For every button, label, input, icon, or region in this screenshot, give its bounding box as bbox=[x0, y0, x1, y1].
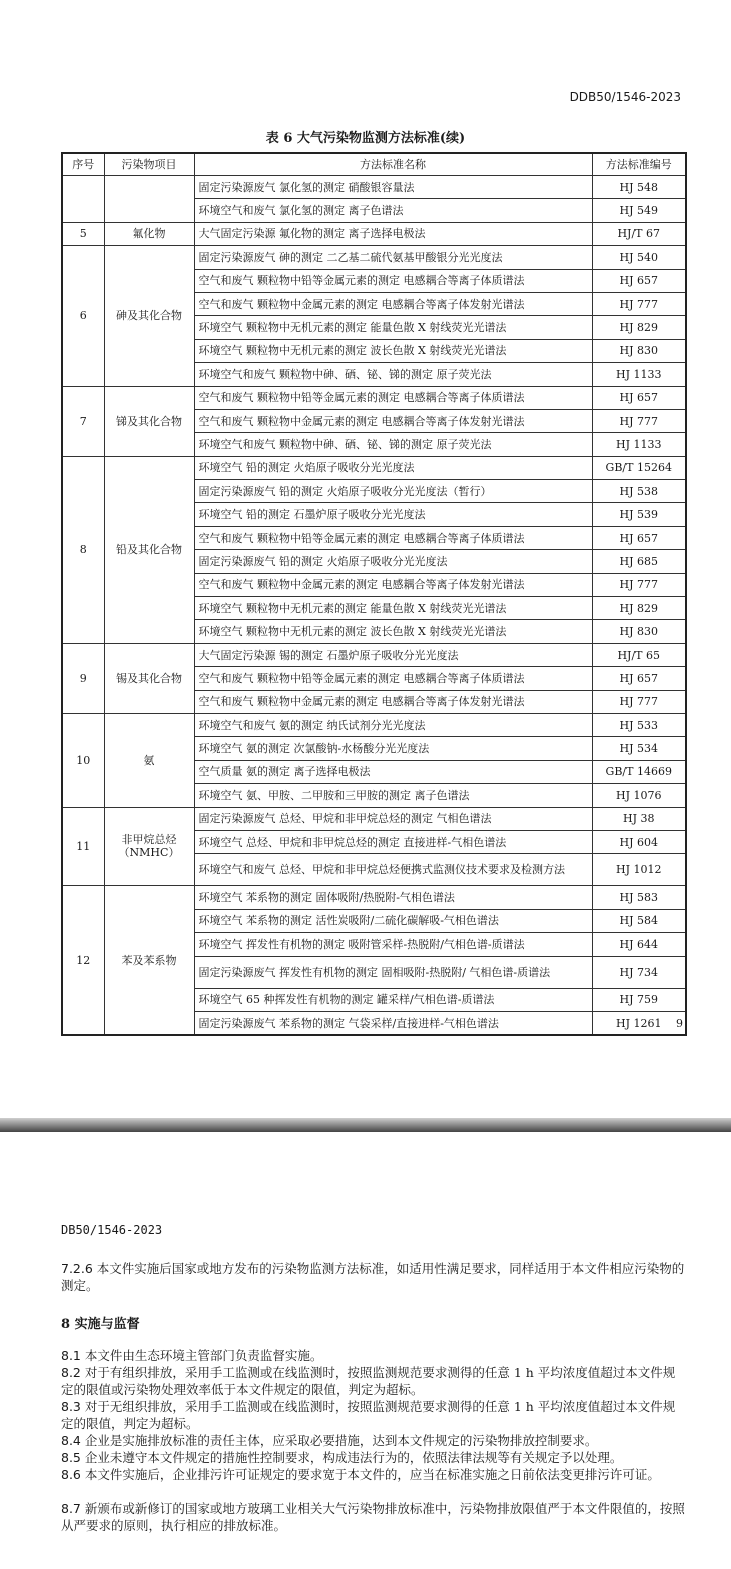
cell-method: 环境空气和废气 总烃、甲烷和非甲烷总烃便携式监测仪技术要求及检测方法 bbox=[194, 854, 592, 886]
cell-standard: HJ 584 bbox=[592, 909, 686, 932]
cell-method: 大气固定污染源 氟化物的测定 离子选择电极法 bbox=[194, 222, 592, 245]
cell-method: 环境空气 铅的测定 火焰原子吸收分光光度法 bbox=[194, 456, 592, 479]
cell-standard: HJ 830 bbox=[592, 339, 686, 362]
cell-pollutant: 锡及其化合物 bbox=[104, 643, 194, 713]
cell-method: 环境空气 颗粒物中无机元素的测定 波长色散 X 射线荧光光谱法 bbox=[194, 339, 592, 362]
cell-method: 固定污染源废气 铅的测定 火焰原子吸收分光光度法 bbox=[194, 550, 592, 573]
cell-standard: HJ 548 bbox=[592, 176, 686, 199]
clause-text: 企业是实施排放标准的责任主体，应采取必要措施，达到本文件规定的污染物排放控制要求。 bbox=[84, 1433, 598, 1448]
cell-seq: 11 bbox=[62, 807, 104, 886]
clause-8-3 bbox=[61, 1398, 686, 1432]
cell-method: 固定污染源废气 氯化氢的测定 硝酸银容量法 bbox=[194, 176, 592, 199]
cell-standard: HJ 540 bbox=[592, 246, 686, 269]
cell-pollutant: 铅及其化合物 bbox=[104, 456, 194, 643]
cell-method: 空气和废气 颗粒物中铅等金属元素的测定 电感耦合等离子体质谱法 bbox=[194, 269, 592, 292]
cell-standard: HJ/T 67 bbox=[592, 222, 686, 245]
cell-standard: HJ 657 bbox=[592, 667, 686, 690]
clause-number: 8.4 bbox=[61, 1433, 81, 1448]
clause-text: 本文件实施后国家或地方发布的污染物监测方法标准，如适用性满足要求，同样适用于本文件相应污染物的测定。 bbox=[61, 1261, 685, 1293]
cell-method: 环境空气 氨、甲胺、二甲胺和三甲胺的测定 离子色谱法 bbox=[194, 784, 592, 807]
cell-standard: HJ 38 bbox=[592, 807, 686, 830]
cell-method: 环境空气 苯系物的测定 活性炭吸附/二硫化碳解吸-气相色谱法 bbox=[194, 909, 592, 932]
cell-standard: HJ 777 bbox=[592, 409, 686, 432]
cell-seq: 9 bbox=[62, 643, 104, 713]
cell-standard: HJ 734 bbox=[592, 956, 686, 988]
cell-method: 环境空气和废气 颗粒物中砷、硒、铋、锑的测定 原子荧光法 bbox=[194, 433, 592, 456]
cell-standard: HJ 1261 bbox=[592, 1011, 686, 1035]
document-code: DDB50/1546-2023 bbox=[569, 90, 681, 104]
cell-standard: HJ 777 bbox=[592, 573, 686, 596]
table-body bbox=[62, 176, 686, 1036]
clause-text: 新颁布或新修订的国家或地方玻璃工业相关大气污染物排放标准中，污染物排放限值严于本文件限值的，按照从严要求的原则，执行相应的排放标准。 bbox=[61, 1501, 685, 1533]
table-row bbox=[62, 246, 686, 269]
cell-standard: HJ 657 bbox=[592, 269, 686, 292]
cell-method: 空气和废气 颗粒物中铅等金属元素的测定 电感耦合等离子体质谱法 bbox=[194, 386, 592, 409]
monitoring-methods-table bbox=[61, 152, 687, 1036]
clause-number: 7.2.6 bbox=[61, 1261, 93, 1276]
clause-number: 8.6 bbox=[61, 1467, 81, 1482]
cell-method: 环境空气 颗粒物中无机元素的测定 能量色散 X 射线荧光光谱法 bbox=[194, 316, 592, 339]
clause-text: 企业未遵守本文件规定的措施性控制要求，构成违法行为的，依照法律法规等有关规定予以处理。 bbox=[84, 1450, 623, 1465]
cell-method: 固定污染源废气 苯系物的测定 气袋采样/直接进样-气相色谱法 bbox=[194, 1011, 592, 1035]
cell-standard: HJ 829 bbox=[592, 316, 686, 339]
cell-method: 环境空气和废气 颗粒物中砷、硒、铋、锑的测定 原子荧光法 bbox=[194, 363, 592, 386]
cell-standard: HJ 1076 bbox=[592, 784, 686, 807]
cell-standard: HJ 1012 bbox=[592, 854, 686, 886]
table-row bbox=[62, 386, 686, 409]
cell-standard: HJ 604 bbox=[592, 830, 686, 853]
clause-8-1 bbox=[61, 1347, 686, 1364]
cell-method: 固定污染源废气 总烃、甲烷和非甲烷总烃的测定 气相色谱法 bbox=[194, 807, 592, 830]
cell-standard: HJ 644 bbox=[592, 933, 686, 956]
cell-method: 空气和废气 颗粒物中金属元素的测定 电感耦合等离子体发射光谱法 bbox=[194, 690, 592, 713]
cell-method: 环境空气 苯系物的测定 固体吸附/热脱附-气相色谱法 bbox=[194, 886, 592, 909]
cell-method: 空气质量 氨的测定 离子选择电极法 bbox=[194, 760, 592, 783]
cell-seq: 12 bbox=[62, 886, 104, 1035]
section-8-title: 8 实施与监督 bbox=[61, 1317, 140, 1332]
cell-standard: HJ 539 bbox=[592, 503, 686, 526]
cell-pollutant: 氨 bbox=[104, 713, 194, 807]
cell-method: 环境空气 铅的测定 石墨炉原子吸收分光光度法 bbox=[194, 503, 592, 526]
cell-method: 环境空气和废气 氨的测定 纳氏试剂分光光度法 bbox=[194, 713, 592, 736]
cell-seq: 5 bbox=[62, 222, 104, 245]
clause-text: 本文件由生态环境主管部门负责监督实施。 bbox=[84, 1348, 323, 1363]
clause-7-2-6 bbox=[61, 1260, 686, 1294]
clause-8-4 bbox=[61, 1432, 686, 1449]
table-row bbox=[62, 713, 686, 736]
cell-standard: HJ 777 bbox=[592, 292, 686, 315]
cell-method: 环境空气 总烃、甲烷和非甲烷总烃的测定 直接进样-气相色谱法 bbox=[194, 830, 592, 853]
table-title: 表 6 大气污染物监测方法标准(续) bbox=[265, 131, 466, 146]
clause-8-6 bbox=[61, 1466, 686, 1483]
clause-text: 对于有组织排放，采用手工监测或在线监测时，按照监测规范要求测得的任意 1 h 平均浓度值超过本文件规定的限值或污染物处理效率低于本文件规定的限值，判定为超标。 bbox=[61, 1365, 676, 1397]
cell-method: 大气固定污染源 锡的测定 石墨炉原子吸收分光光度法 bbox=[194, 643, 592, 666]
cell-method: 空气和废气 颗粒物中金属元素的测定 电感耦合等离子体发射光谱法 bbox=[194, 573, 592, 596]
page-separator bbox=[0, 1118, 731, 1132]
cell-standard: HJ 830 bbox=[592, 620, 686, 643]
cell-standard: GB/T 15264 bbox=[592, 456, 686, 479]
cell-seq: 6 bbox=[62, 246, 104, 386]
cell-standard: HJ 583 bbox=[592, 886, 686, 909]
cell-method: 空气和废气 颗粒物中铅等金属元素的测定 电感耦合等离子体质谱法 bbox=[194, 526, 592, 549]
cell-seq: 8 bbox=[62, 456, 104, 643]
clause-text: 对于无组织排放，采用手工监测或在线监测时，按照监测规范要求测得的任意 1 h 平均浓度值超过本文件规定的限值，判定为超标。 bbox=[61, 1399, 676, 1431]
cell-method: 环境空气 氨的测定 次氯酸钠-水杨酸分光光度法 bbox=[194, 737, 592, 760]
cell-standard: HJ 1133 bbox=[592, 363, 686, 386]
clause-number: 8.3 bbox=[61, 1399, 81, 1414]
cell-method: 环境空气 颗粒物中无机元素的测定 波长色散 X 射线荧光光谱法 bbox=[194, 620, 592, 643]
cell-standard: HJ 777 bbox=[592, 690, 686, 713]
cell-method: 固定污染源废气 铅的测定 火焰原子吸收分光光度法（暂行） bbox=[194, 480, 592, 503]
cell-standard: HJ 657 bbox=[592, 526, 686, 549]
table-row bbox=[62, 643, 686, 666]
cell-standard: HJ 1133 bbox=[592, 433, 686, 456]
cell-standard: GB/T 14669 bbox=[592, 760, 686, 783]
cell-seq: 10 bbox=[62, 713, 104, 807]
cell-standard: HJ 685 bbox=[592, 550, 686, 573]
clause-8-2 bbox=[61, 1364, 686, 1398]
cell-pollutant: 砷及其化合物 bbox=[104, 246, 194, 386]
cell-standard: HJ 657 bbox=[592, 386, 686, 409]
cell-pollutant bbox=[104, 176, 194, 223]
cell-method: 环境空气 65 种挥发性有机物的测定 罐采样/气相色谱-质谱法 bbox=[194, 988, 592, 1011]
cell-pollutant: 锑及其化合物 bbox=[104, 386, 194, 456]
cell-method: 空气和废气 颗粒物中金属元素的测定 电感耦合等离子体发射光谱法 bbox=[194, 409, 592, 432]
header-method: 方法标准名称 bbox=[194, 153, 592, 176]
table-header-row bbox=[62, 153, 686, 176]
clause-number: 8.7 bbox=[61, 1501, 81, 1516]
clause-number: 8.1 bbox=[61, 1348, 81, 1363]
cell-pollutant: 非甲烷总烃（NMHC） bbox=[104, 807, 194, 886]
cell-standard: HJ 533 bbox=[592, 713, 686, 736]
cell-method: 环境空气 颗粒物中无机元素的测定 能量色散 X 射线荧光光谱法 bbox=[194, 597, 592, 620]
cell-method: 固定污染源废气 挥发性有机物的测定 固相吸附-热脱附/ 气相色谱-质谱法 bbox=[194, 956, 592, 988]
cell-method: 空气和废气 颗粒物中金属元素的测定 电感耦合等离子体发射光谱法 bbox=[194, 292, 592, 315]
cell-standard: HJ 538 bbox=[592, 480, 686, 503]
cell-standard: HJ 759 bbox=[592, 988, 686, 1011]
header-standard: 方法标准编号 bbox=[592, 153, 686, 176]
page-number: 9 bbox=[676, 1017, 683, 1030]
table-row bbox=[62, 222, 686, 245]
cell-standard: HJ 549 bbox=[592, 199, 686, 222]
cell-method: 空气和废气 颗粒物中铅等金属元素的测定 电感耦合等离子体质谱法 bbox=[194, 667, 592, 690]
table-row bbox=[62, 886, 686, 909]
table-row bbox=[62, 807, 686, 830]
table-row bbox=[62, 456, 686, 479]
cell-pollutant: 氟化物 bbox=[104, 222, 194, 245]
cell-method: 环境空气 挥发性有机物的测定 吸附管采样-热脱附/气相色谱-质谱法 bbox=[194, 933, 592, 956]
clause-8-7 bbox=[61, 1500, 686, 1534]
table-row bbox=[62, 176, 686, 199]
clause-number: 8.2 bbox=[61, 1365, 81, 1380]
document-code-page2: DB50/1546-2023 bbox=[61, 1223, 163, 1237]
cell-pollutant: 苯及苯系物 bbox=[104, 886, 194, 1035]
cell-seq bbox=[62, 176, 104, 223]
cell-standard: HJ 829 bbox=[592, 597, 686, 620]
clause-text: 本文件实施后，企业排污许可证规定的要求宽于本文件的，应当在标准实施之日前依法变更排污许可证。 bbox=[84, 1467, 660, 1482]
cell-standard: HJ/T 65 bbox=[592, 643, 686, 666]
cell-standard: HJ 534 bbox=[592, 737, 686, 760]
clause-8-5 bbox=[61, 1449, 686, 1466]
clause-number: 8.5 bbox=[61, 1450, 81, 1465]
cell-method: 环境空气和废气 氯化氢的测定 离子色谱法 bbox=[194, 199, 592, 222]
header-pollutant: 污染物项目 bbox=[104, 153, 194, 176]
cell-seq: 7 bbox=[62, 386, 104, 456]
header-seq: 序号 bbox=[62, 153, 104, 176]
cell-method: 固定污染源废气 砷的测定 二乙基二硫代氨基甲酸银分光光度法 bbox=[194, 246, 592, 269]
